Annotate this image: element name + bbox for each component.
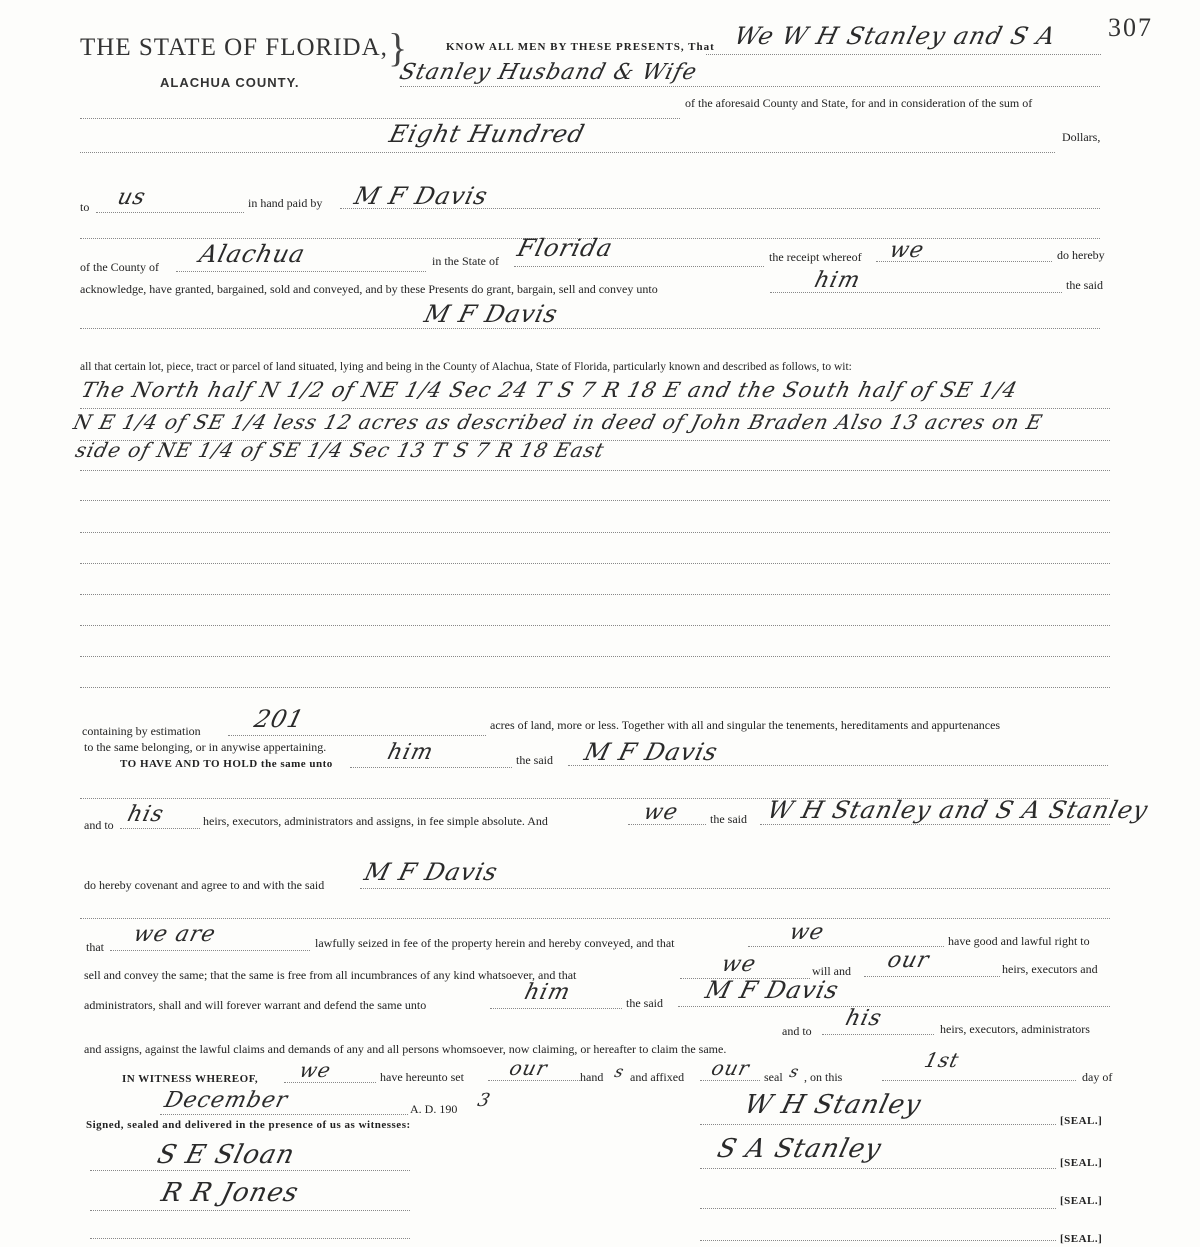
legal-description-line-1: The North half N 1/2 of NE 1/4 Sec 24 T S 7 R 18 E and the South half of SE 1/4 xyxy=(79,378,1021,402)
seal-word-label: seal xyxy=(764,1070,783,1084)
fill-line xyxy=(360,888,1110,889)
acreage-handwritten: 201 xyxy=(251,705,308,733)
dollars-label: Dollars, xyxy=(1062,130,1101,144)
and-pronoun: we xyxy=(640,800,681,825)
grantee-handwritten: M F Davis xyxy=(421,300,562,328)
fill-line xyxy=(80,687,1110,688)
fill-line xyxy=(228,735,486,736)
fill-line xyxy=(110,950,310,951)
state-handwritten: Florida xyxy=(514,234,617,262)
sell-convey-text: sell and convey the same; that the same is free from all incumbrances of any kind whatsoever, and that xyxy=(84,968,577,982)
fill-line xyxy=(80,328,1100,329)
that-we-handwritten: we xyxy=(786,920,827,945)
defend-the-said: the said xyxy=(626,996,663,1010)
fill-line xyxy=(700,1124,1056,1125)
fill-line xyxy=(80,594,1110,595)
witness-signature-1: S E Sloan xyxy=(154,1140,299,1170)
have-hold-unto: him xyxy=(384,740,437,765)
county-handwritten: Alachua xyxy=(196,240,309,268)
signed-sealed-text: Signed, sealed and delivered in the presence of us as witnesses: xyxy=(86,1119,411,1131)
know-all-men-text: KNOW ALL MEN BY THESE PRESENTS, That xyxy=(446,41,715,53)
signature-grantor-1: W H Stanley xyxy=(741,1090,925,1120)
page-number: 307 xyxy=(1108,13,1153,42)
paid-by-handwritten: M F Davis xyxy=(351,182,492,210)
county-of-label: of the County of xyxy=(80,260,159,274)
receipt-pronoun: we xyxy=(886,238,927,263)
fill-line xyxy=(80,152,1055,153)
day-of-label: day of xyxy=(1082,1070,1113,1084)
covenant-with-name: M F Davis xyxy=(361,858,502,886)
fill-line xyxy=(340,208,1100,209)
have-good-text: have good and lawful right to xyxy=(948,934,1090,948)
fill-line xyxy=(284,1082,376,1083)
hand-s-handwritten: s xyxy=(612,1062,627,1081)
fill-line xyxy=(628,824,706,825)
fill-line xyxy=(490,1008,622,1009)
witness-we-handwritten: we xyxy=(297,1058,334,1082)
fill-line xyxy=(760,824,1110,825)
legal-description-line-3: side of NE 1/4 of SE 1/4 Sec 13 T S 7 R 18 East xyxy=(73,438,608,462)
to-have-hold-label: TO HAVE AND TO HOLD the same unto xyxy=(120,758,333,770)
that-pronoun: we are xyxy=(130,922,219,947)
day-handwritten: 1st xyxy=(922,1048,963,1072)
state-of-label: in the State of xyxy=(432,254,499,268)
fill-line xyxy=(700,1080,760,1081)
fill-line xyxy=(80,118,680,119)
witness-signature-2: R R Jones xyxy=(158,1178,302,1208)
and-assigns-text: and assigns, against the lawful claims and demands of any and all persons whomsoever, now claiming, or hereafter to claim the same. xyxy=(84,1042,727,1056)
fill-line xyxy=(350,767,512,768)
signature-grantor-2: S A Stanley xyxy=(714,1134,885,1164)
that-label: that xyxy=(86,940,104,954)
have-hold-the-said: the said xyxy=(516,753,553,767)
fill-line xyxy=(90,1238,410,1239)
fill-line xyxy=(80,470,1110,471)
fill-line xyxy=(90,1210,410,1211)
seal-label-2: [SEAL.] xyxy=(1060,1157,1103,1169)
fill-line xyxy=(80,625,1110,626)
fill-line xyxy=(176,271,426,272)
in-witness-label: IN WITNESS WHEREOF, xyxy=(122,1073,259,1085)
and-affixed-label: and affixed xyxy=(630,1070,685,1084)
fill-line xyxy=(400,86,1100,87)
consideration-text: of the aforesaid County and State, for and in consideration of the sum of xyxy=(685,96,1033,110)
ad-label: A. D. 190 xyxy=(410,1102,458,1116)
fill-line xyxy=(678,1006,1110,1007)
and-the-said: the said xyxy=(710,812,747,826)
fill-line xyxy=(96,212,244,213)
fill-line xyxy=(568,765,1108,766)
fill-line xyxy=(700,1208,1056,1209)
do-hereby-label: do hereby xyxy=(1057,248,1105,262)
heirs-exec-and-text: heirs, executors and xyxy=(1002,962,1098,976)
fill-line xyxy=(864,976,1000,977)
and-said-names: W H Stanley and S A Stanley xyxy=(764,796,1152,824)
seal-label-4: [SEAL.] xyxy=(1060,1233,1103,1245)
fill-line xyxy=(822,1034,934,1035)
will-pronoun: we xyxy=(718,952,759,977)
fill-line xyxy=(514,266,764,267)
sum-handwritten: Eight Hundred xyxy=(386,120,589,148)
fill-line xyxy=(160,1114,408,1115)
county-heading: ALACHUA COUNTY. xyxy=(160,75,300,90)
receipt-whereof-label: the receipt whereof xyxy=(769,250,862,264)
heirs-fee-simple-text: heirs, executors, administrators and assigns, in fee simple absolute. And xyxy=(203,814,548,828)
acres-text: acres of land, more or less. Together with all and singular the tenements, hereditaments and appurtenances xyxy=(490,718,1001,732)
affixed-our-handwritten: our xyxy=(709,1056,753,1080)
to-label: to xyxy=(80,200,90,214)
grantors-line-2: Stanley Husband & Wife xyxy=(396,60,700,85)
set-our-handwritten: our xyxy=(507,1056,551,1080)
on-this-label: , on this xyxy=(804,1070,843,1084)
fill-line xyxy=(488,1080,580,1081)
appertaining-text: to the same belonging, or in anywise appertaining. xyxy=(84,740,327,754)
fill-line xyxy=(882,1080,1076,1081)
hand-label: hand xyxy=(580,1070,604,1084)
fill-line xyxy=(700,1240,1056,1241)
fill-line xyxy=(700,1168,1056,1169)
fill-line xyxy=(80,656,1110,657)
the-said-label: the said xyxy=(1066,278,1103,292)
fill-line xyxy=(80,918,1110,919)
containing-label: containing by estimation xyxy=(82,724,201,738)
our-heirs-handwritten: our xyxy=(884,948,933,973)
seal-s-handwritten: s xyxy=(787,1062,802,1081)
fill-line xyxy=(80,500,1110,501)
paid-by-label: in hand paid by xyxy=(248,196,323,210)
and-to-pronoun: his xyxy=(124,802,167,827)
will-and-label: will and xyxy=(812,964,851,978)
lawfully-seized-text: lawfully seized in fee of the property herein and hereby conveyed, and that xyxy=(315,936,675,950)
fill-line xyxy=(80,563,1110,564)
fill-line xyxy=(706,54,1101,55)
month-handwritten: December xyxy=(161,1088,291,1113)
bracket-brace: } xyxy=(388,25,408,70)
convey-unto-pronoun: him xyxy=(811,268,864,293)
seal-label-1: [SEAL.] xyxy=(1060,1115,1103,1127)
administrators-shall-text: administrators, shall and will forever warrant and defend the same unto xyxy=(84,998,427,1012)
heirs-exec-admin-text: heirs, executors, administrators xyxy=(940,1022,1090,1036)
fill-line xyxy=(876,261,1052,262)
have-hold-said-name: M F Davis xyxy=(581,738,722,766)
year-digit-handwritten: 3 xyxy=(475,1090,494,1111)
fill-line xyxy=(120,828,200,829)
and-to-label: and to xyxy=(84,818,114,832)
acknowledge-text: acknowledge, have granted, bargained, sold and conveyed, and by these Presents do grant, bargain, sell and convey unto xyxy=(80,282,658,296)
fill-line xyxy=(748,946,944,947)
defend-said-name: M F Davis xyxy=(702,976,843,1004)
covenant-text: do hereby covenant and agree to and with the said xyxy=(84,878,325,892)
fill-line xyxy=(770,292,1062,293)
seal-label-3: [SEAL.] xyxy=(1060,1195,1103,1207)
have-hereunto-label: have hereunto set xyxy=(380,1070,464,1084)
and-to-label-2: and to xyxy=(782,1024,812,1038)
land-description-intro: all that certain lot, piece, tract or parcel of land situated, lying and being in the County of Alachua, State of Florida, particularly known and described as follows, to wit: xyxy=(80,361,852,373)
state-heading: THE STATE OF FLORIDA, xyxy=(80,34,388,61)
and-to-his-handwritten: his xyxy=(842,1006,885,1031)
fill-line xyxy=(90,1170,410,1171)
defend-unto-pronoun: him xyxy=(521,980,574,1005)
grantors-line-1: We W H Stanley and S A xyxy=(731,22,1059,50)
fill-line xyxy=(80,532,1110,533)
to-whom-handwritten: us xyxy=(114,185,149,210)
fill-line xyxy=(80,408,1110,409)
legal-description-line-2: N E 1/4 of SE 1/4 less 12 acres as described in deed of John Braden Also 13 acres on E xyxy=(71,410,1046,434)
